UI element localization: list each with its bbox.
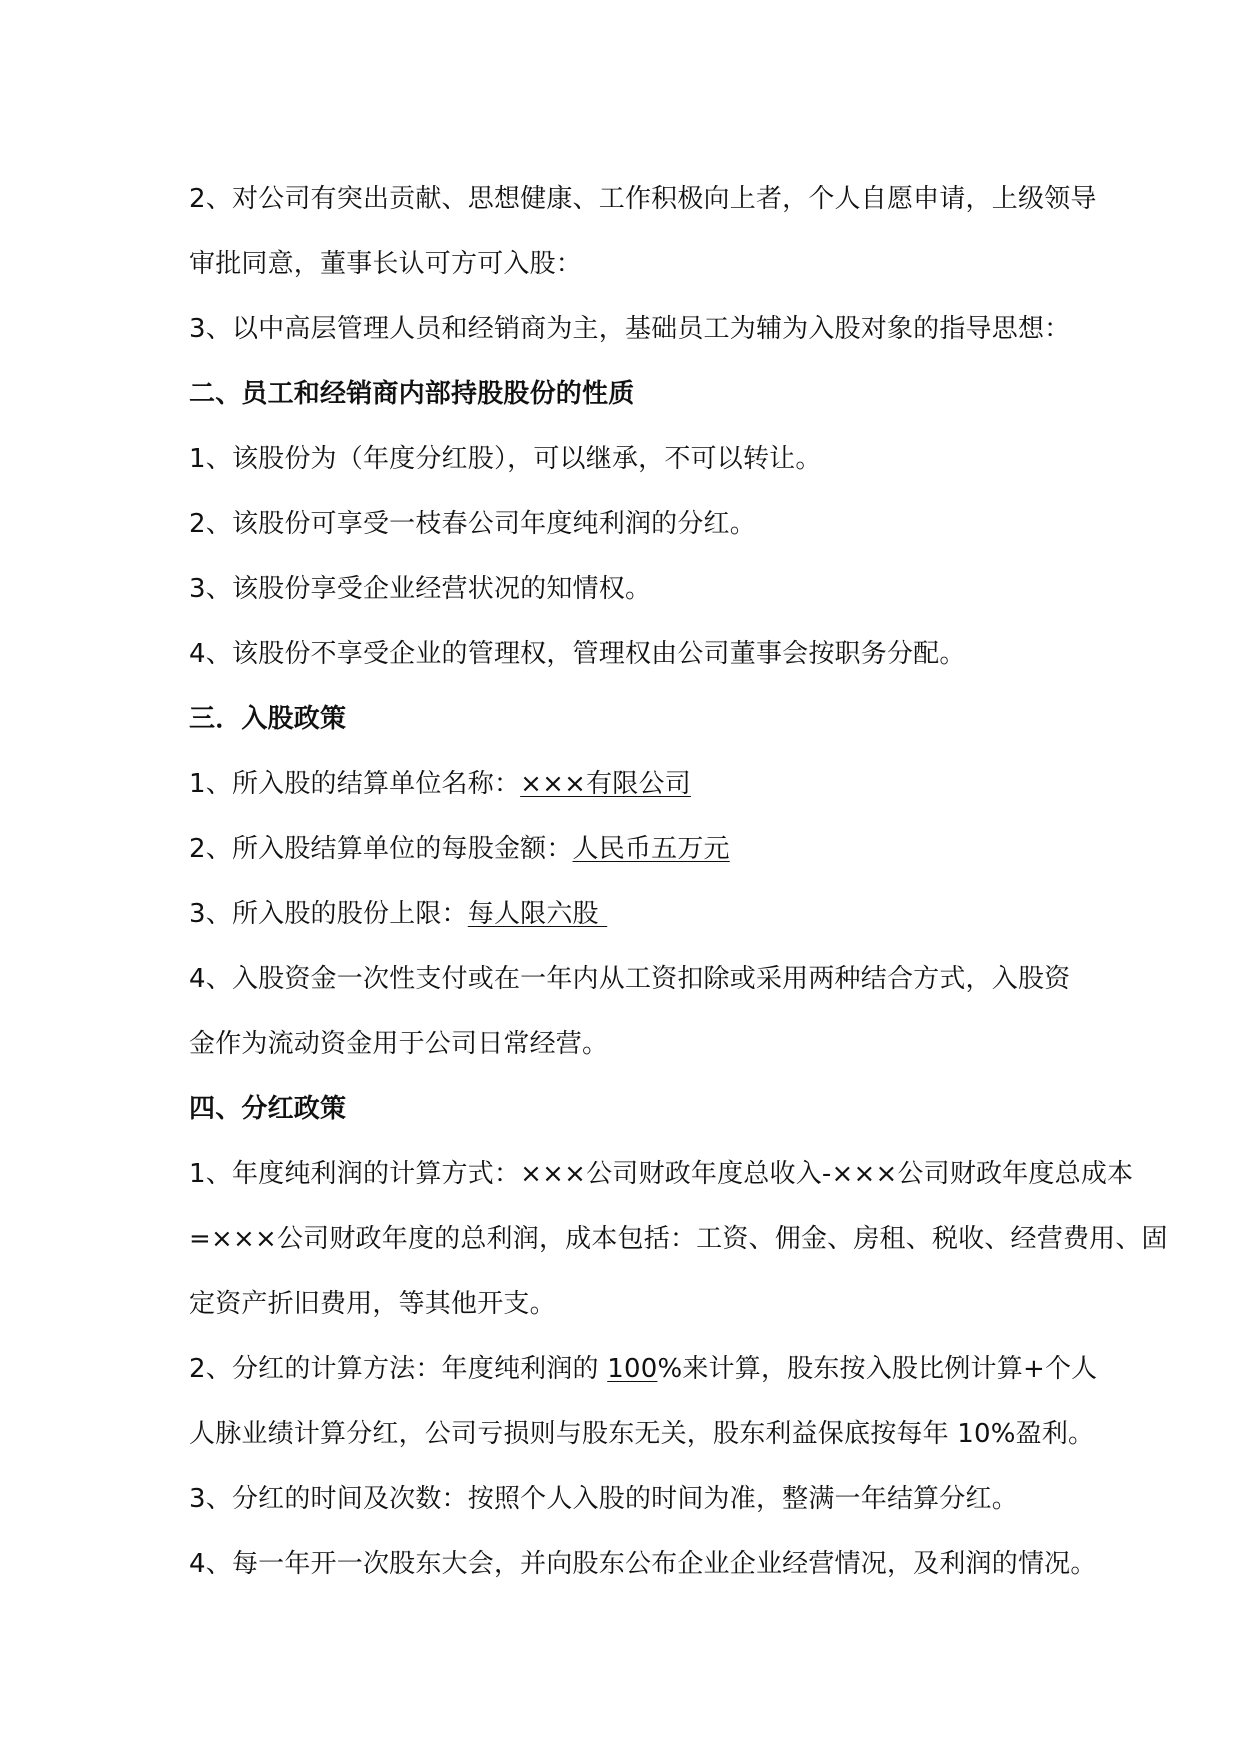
section-3-item-3 (189, 891, 1064, 956)
section-4-item-1-line-1: 1、年度纯利润的计算方式：×××公司财政年度总收入-×××公司财政年度总成本 (189, 1159, 1134, 1189)
section-4-item-1-line-2: =×××公司财政年度的总利润，成本包括：工资、佣金、房租、税收、经营费用、固 (189, 1224, 1168, 1254)
section-4-item-1-line-3: 定资产折旧费用，等其他开支。 (189, 1289, 556, 1319)
share-amount-value: 人民币五万元 (572, 834, 730, 864)
section-2-item-2: 2、该股份可享受一枝春公司年度纯利润的分红。 (189, 509, 756, 539)
section-3-item-2 (189, 826, 1064, 891)
section-2-item-1: 1、该股份为（年度分红股），可以继承，不可以转让。 (189, 444, 822, 474)
section-3-item-4-line-1: 4、入股资金一次性支付或在一年内从工资扣除或采用两种结合方式，入股资 (189, 964, 1071, 994)
section-3-item-3-label: 3、所入股的股份上限： (189, 899, 468, 929)
company-name-value: ×××有限公司 (520, 769, 691, 799)
section-4-item-2-rest: %来计算，股东按入股比例计算+个人 (657, 1354, 1098, 1384)
paragraph-item-2-line-1: 2、对公司有突出贡献、思想健康、工作积极向上者，个人自愿申请，上级领导 (189, 184, 1097, 214)
section-4-item-2-line-1 (189, 1346, 1098, 1411)
section-3-heading: 三．入股政策 (189, 704, 347, 734)
share-limit-value: 每人限六股 (467, 899, 608, 929)
section-2-heading: 二、员工和经销商内部持股股份的性质 (189, 379, 635, 409)
profit-percentage-value: 100 (607, 1354, 658, 1384)
section-4-item-3: 3、分红的时间及次数：按照个人入股的时间为准，整满一年结算分红。 (189, 1484, 1018, 1514)
paragraph-item-3: 3、以中高层管理人员和经销商为主，基础员工为辅为入股对象的指导思想： (189, 314, 1071, 344)
section-3-item-1 (189, 761, 1064, 826)
section-2-item-4: 4、该股份不享受企业的管理权，管理权由公司董事会按职务分配。 (189, 639, 966, 669)
section-3-item-2-label: 2、所入股结算单位的每股金额： (189, 834, 573, 864)
section-4-item-2-line-2: 人脉业绩计算分红，公司亏损则与股东无关，股东利益保底按每年 10%盈利。 (189, 1419, 1095, 1449)
section-3-item-4-line-2: 金作为流动资金用于公司日常经营。 (189, 1029, 609, 1059)
section-4-item-4: 4、每一年开一次股东大会，并向股东公布企业企业经营情况，及利润的情况。 (189, 1549, 1097, 1579)
paragraph-item-2-line-2: 审批同意，董事长认可方可入股： (189, 249, 583, 279)
section-2-item-3: 3、该股份享受企业经营状况的知情权。 (189, 574, 652, 604)
section-4-item-2-label: 2、分红的计算方法：年度纯利润的 (189, 1354, 608, 1384)
section-3-item-1-label: 1、所入股的结算单位名称： (189, 769, 521, 799)
section-4-heading: 四、分红政策 (189, 1094, 347, 1124)
